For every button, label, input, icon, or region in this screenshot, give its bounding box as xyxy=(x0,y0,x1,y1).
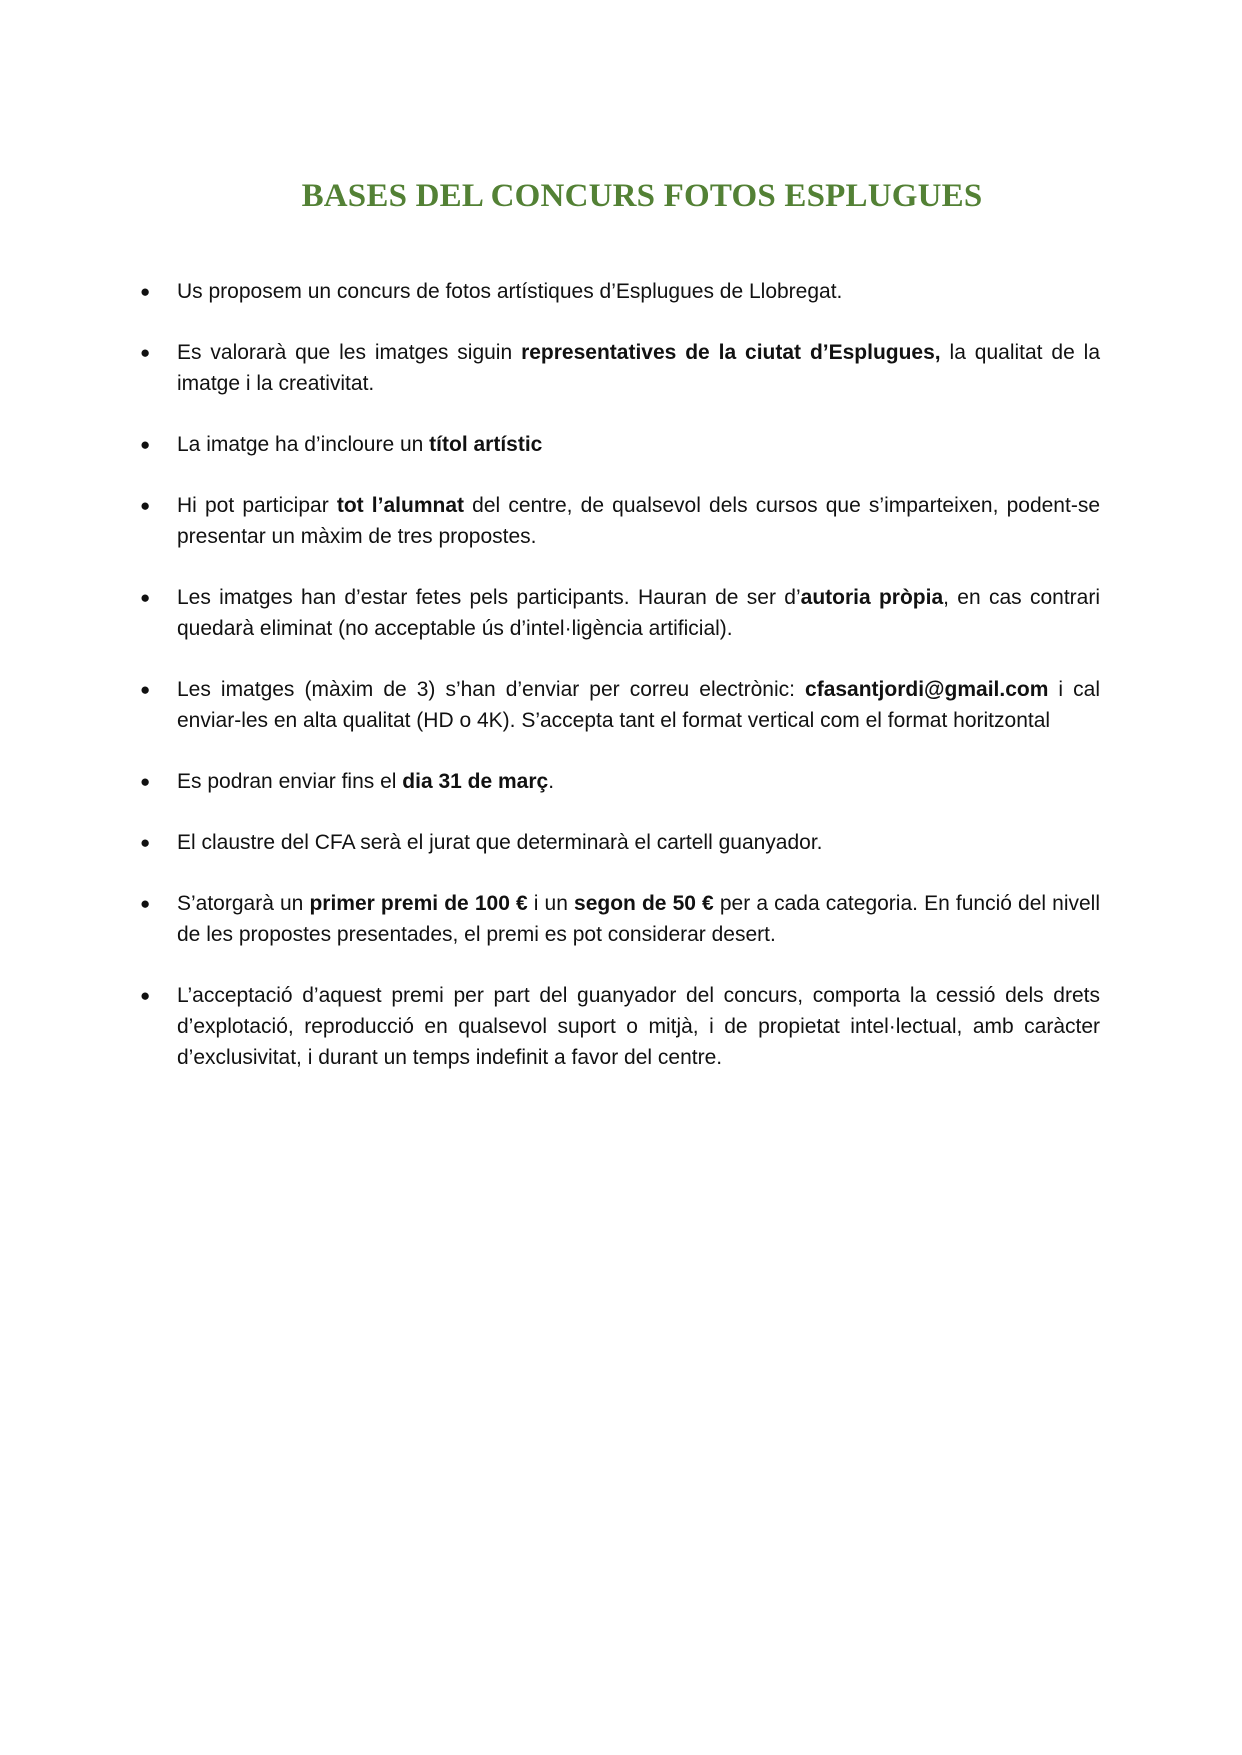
list-item-text xyxy=(177,586,1100,640)
bullet-icon: ● xyxy=(140,894,151,913)
bold-text: cfasantjordi@gmail.com xyxy=(805,678,1049,701)
list-item xyxy=(140,490,1100,552)
text-segment: del centre, de qualsevol dels cursos que s’imparteixen, podent-se presentar un màxim de tres propostes. xyxy=(177,494,1100,548)
bold-text: tot l’alumnat xyxy=(336,494,464,517)
bold-text: títol artístic xyxy=(429,433,543,456)
list-item-text xyxy=(177,831,823,854)
list-item-text xyxy=(177,433,542,456)
text-segment: El claustre del CFA serà el jurat que determinarà el cartell guanyador. xyxy=(177,831,823,854)
bullet-icon: ● xyxy=(140,986,151,1005)
list-item xyxy=(140,582,1100,644)
text-segment: i cal enviar-les en alta qualitat (HD o 4K). S’accepta tant el format vertical com el format horitzontal xyxy=(177,678,1100,732)
bullet-icon: ● xyxy=(140,588,151,607)
text-segment: L’acceptació d’aquest premi per part del guanyador del concurs, comporta la cessió dels drets d’explotació, reproducció en qualsevol suport o mitjà, i de propietat intel·lectual, amb caràcter d’exclusivitat, i durant un temps indefinit a favor del centre. xyxy=(177,984,1100,1069)
list-item xyxy=(140,429,1100,460)
list-item xyxy=(140,888,1100,950)
text-segment: per a cada categoria. En funció del nivell de les propostes presentades, el premi es pot considerar desert. xyxy=(177,892,1101,946)
list-item xyxy=(140,766,1100,797)
bold-text: dia 31 de març xyxy=(402,770,549,793)
list-item-text xyxy=(177,984,1100,1069)
text-segment: la qualitat de la imatge i la creativitat. xyxy=(177,341,1101,395)
bold-text: autoria pròpia xyxy=(800,586,944,609)
rules-list xyxy=(140,276,1100,1103)
bullet-icon: ● xyxy=(140,435,151,454)
bold-text: primer premi de 100 € xyxy=(309,892,528,915)
list-item xyxy=(140,337,1100,399)
list-item-text xyxy=(177,770,554,793)
text-segment: Hi pot participar xyxy=(177,494,337,517)
bullet-icon: ● xyxy=(140,496,151,515)
list-item-text xyxy=(177,892,1100,946)
text-segment: . xyxy=(548,770,555,793)
text-segment: Les imatges han d’estar fetes pels participants. Hauran de ser d’ xyxy=(177,586,801,609)
page-title: BASES DEL CONCURS FOTOS ESPLUGUES xyxy=(301,178,983,214)
bullet-icon: ● xyxy=(140,833,151,852)
text-segment: Es valorarà que les imatges siguin xyxy=(177,341,522,364)
text-segment: Les imatges (màxim de 3) s’han d’enviar per correu electrònic: xyxy=(177,678,806,701)
text-segment: i un xyxy=(527,892,575,915)
list-item xyxy=(140,827,1100,858)
bullet-icon: ● xyxy=(140,772,151,791)
bullet-icon: ● xyxy=(140,282,151,301)
list-item-text xyxy=(177,494,1100,548)
text-segment: Us proposem un concurs de fotos artístiques d’Esplugues de Llobregat. xyxy=(177,280,843,303)
bold-text: segon de 50 € xyxy=(574,892,714,915)
list-item xyxy=(140,980,1100,1073)
text-segment: La imatge ha d’incloure un xyxy=(177,433,430,456)
list-item-text xyxy=(177,341,1100,395)
text-segment: Es podran enviar fins el xyxy=(177,770,403,793)
bullet-icon: ● xyxy=(140,343,151,362)
bullet-icon: ● xyxy=(140,680,151,699)
bold-text: representatives de la ciutat d’Esplugues, xyxy=(521,341,941,364)
list-item xyxy=(140,276,1100,307)
list-item xyxy=(140,674,1100,736)
list-item-text xyxy=(177,678,1100,732)
text-segment: S’atorgarà un xyxy=(177,892,310,915)
list-item-text xyxy=(177,280,842,303)
text-segment: , en cas contrari quedarà eliminat (no acceptable ús d’intel·ligència artificial). xyxy=(177,586,1100,640)
